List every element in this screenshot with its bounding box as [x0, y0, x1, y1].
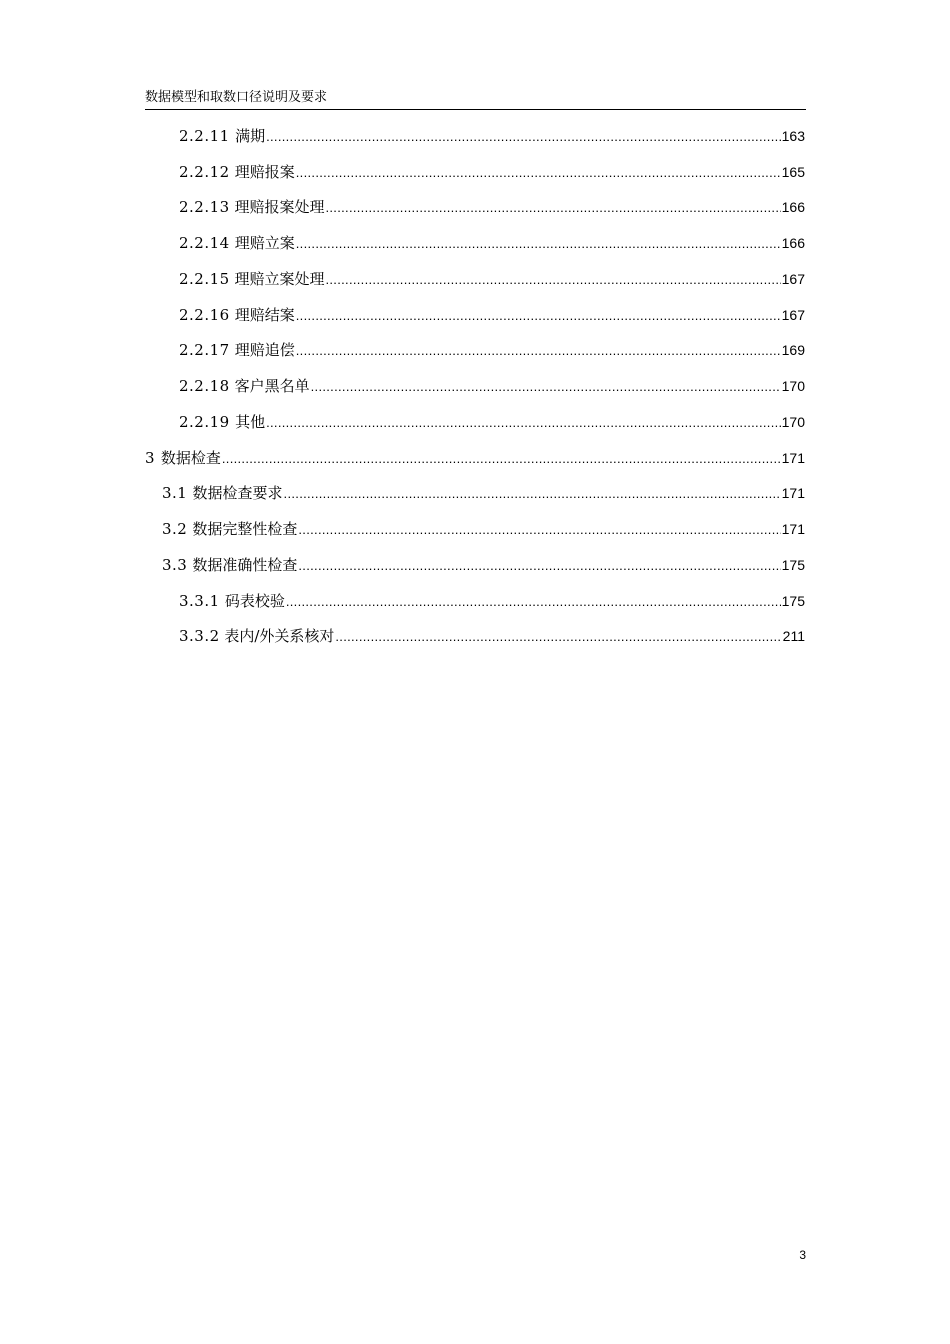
toc-entry-2-2-19[interactable] — [179, 412, 805, 432]
toc-entry-title: 码表校验 — [224, 592, 285, 610]
toc-entry-title: 表内/外关系核对 — [224, 627, 335, 645]
toc-entry-number: 2.2.11 — [179, 127, 230, 145]
toc-entry-title: 理赔结案 — [234, 306, 295, 324]
toc-entry-2-2-13[interactable] — [179, 197, 805, 217]
toc-entry-page: 171 — [781, 450, 805, 466]
toc-entry-title: 理赔追偿 — [234, 341, 295, 359]
toc-leader-dots — [296, 163, 781, 183]
toc-entry-number: 2.2.14 — [179, 234, 230, 252]
toc-entry-page: 175 — [781, 557, 805, 573]
toc-entry-title: 数据检查要求 — [192, 484, 283, 502]
toc-entry-number: 3.1 — [162, 484, 188, 502]
toc-entry-number: 2.2.15 — [179, 270, 230, 288]
toc-entry-2-2-18[interactable] — [179, 376, 805, 396]
toc-entry-page: 166 — [781, 199, 805, 215]
toc-entry-page: 167 — [781, 307, 805, 323]
toc-entry-page: 167 — [781, 271, 805, 287]
toc-entry-title: 数据完整性检查 — [192, 520, 298, 538]
toc-entry-number: 2.2.18 — [179, 377, 230, 395]
toc-entry-title: 理赔报案 — [234, 163, 295, 181]
toc-leader-dots — [296, 341, 781, 361]
toc-entry-number: 2.2.13 — [179, 198, 230, 216]
toc-entry-number: 3.3.1 — [179, 592, 220, 610]
toc-entry-number: 2.2.12 — [179, 163, 230, 181]
toc-entry-title: 数据准确性检查 — [192, 556, 298, 574]
toc-entry-page: 163 — [781, 128, 805, 144]
toc-entry-2-2-16[interactable] — [179, 305, 805, 325]
toc-leader-dots — [296, 306, 781, 326]
header-title: 数据模型和取数口径说明及要求 — [145, 90, 328, 105]
toc-entry-3-2[interactable] — [162, 519, 805, 539]
toc-entry-number: 3.2 — [162, 520, 188, 538]
toc-entry-number: 3 — [145, 449, 156, 467]
toc-entry-page: 165 — [781, 164, 805, 180]
toc-leader-dots — [335, 627, 781, 647]
toc-entry-page: 171 — [781, 521, 805, 537]
page-number: 3 — [799, 1248, 806, 1262]
toc-entry-title: 理赔报案处理 — [234, 198, 325, 216]
toc-entry-page: 211 — [782, 628, 805, 644]
toc-entry-3-3-2[interactable] — [179, 626, 805, 646]
toc-entry-3-3-1[interactable] — [179, 591, 805, 611]
toc-leader-dots — [325, 198, 780, 218]
toc-entry-number: 2.2.19 — [179, 413, 230, 431]
toc-leader-dots — [266, 127, 781, 147]
toc-leader-dots — [284, 484, 781, 504]
toc-leader-dots — [311, 377, 781, 397]
toc-entry-page: 171 — [781, 485, 805, 501]
toc-entry-page: 170 — [781, 414, 805, 430]
toc-entry-title: 其他 — [235, 413, 266, 431]
toc-entry-2-2-15[interactable] — [179, 269, 805, 289]
toc-entry-title: 理赔立案处理 — [234, 270, 325, 288]
toc-leader-dots — [325, 270, 780, 290]
toc-entry-number: 2.2.16 — [179, 306, 230, 324]
toc-entry-title: 客户黑名单 — [234, 377, 310, 395]
toc-entry-title: 理赔立案 — [234, 234, 295, 252]
toc-entry-2-2-14[interactable] — [179, 233, 805, 253]
toc-entry-2-2-12[interactable] — [179, 162, 805, 182]
toc-entry-3[interactable] — [145, 448, 805, 468]
toc-entry-2-2-11[interactable] — [179, 126, 805, 146]
toc-entry-3-3[interactable] — [162, 555, 805, 575]
toc-entry-page: 170 — [781, 378, 805, 394]
toc-entry-page: 166 — [781, 235, 805, 251]
toc-entry-title: 数据检查 — [160, 449, 221, 467]
toc-entry-page: 169 — [781, 342, 805, 358]
toc-entry-2-2-17[interactable] — [179, 340, 805, 360]
toc-entry-number: 3.3 — [162, 556, 188, 574]
toc-leader-dots — [222, 449, 781, 469]
toc-leader-dots — [298, 520, 780, 540]
toc-leader-dots — [266, 413, 781, 433]
toc-entry-number: 2.2.17 — [179, 341, 230, 359]
toc-leader-dots — [298, 556, 780, 576]
toc-entry-3-1[interactable] — [162, 483, 805, 503]
toc-leader-dots — [286, 592, 781, 612]
toc-entry-title: 满期 — [235, 127, 266, 145]
toc-entry-page: 175 — [781, 593, 805, 609]
toc-leader-dots — [296, 234, 781, 254]
toc-entry-number: 3.3.2 — [179, 627, 220, 645]
